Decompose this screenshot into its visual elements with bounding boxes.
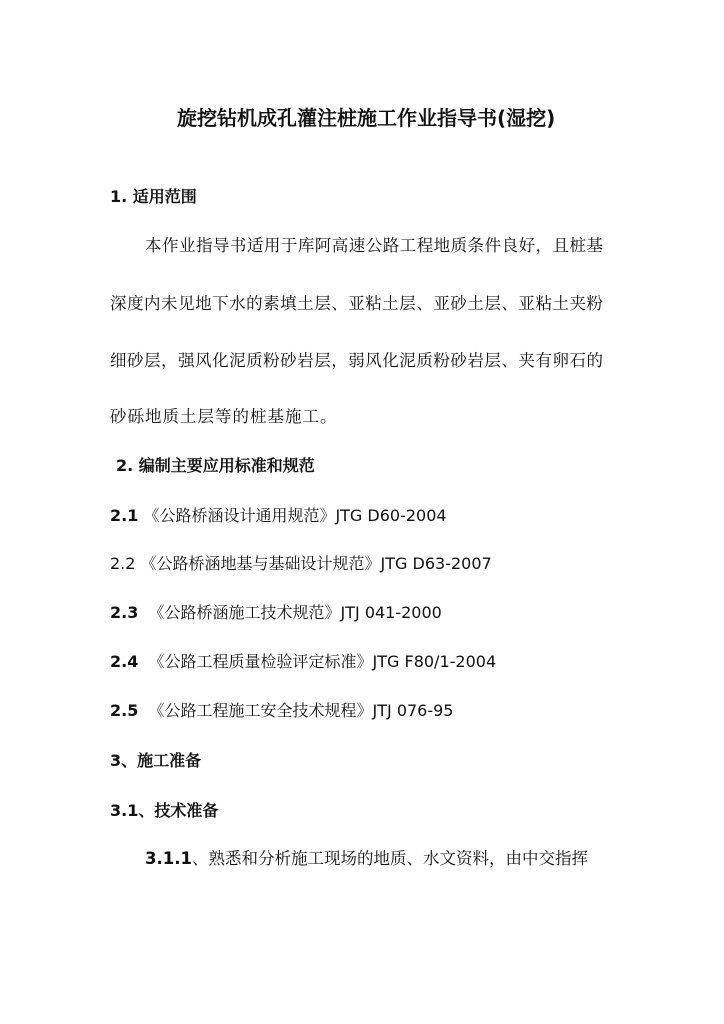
document-title: 旋挖钻机成孔灌注桩施工作业指导书(湿挖) xyxy=(177,106,556,130)
section-1-heading: 1. 适用范围 xyxy=(110,187,197,206)
item-number: 2.1 xyxy=(110,506,139,525)
section-3-heading: 3、施工准备 xyxy=(110,751,202,770)
item-text: 《公路桥涵施工技术规范》JTJ 041-2000 xyxy=(148,603,442,622)
item-text: 《公路工程质量检验评定标准》JTG F80/1-2004 xyxy=(148,652,497,671)
section-3-1-1-item xyxy=(145,849,588,869)
paragraph-line: 深度内未见地下水的素填土层、亚粘土层、亚砂土层、亚粘土夹粉 xyxy=(110,294,603,313)
item-number: 2.2 xyxy=(110,554,136,573)
item-text: 《公路工程施工安全技术规程》JTJ 076-95 xyxy=(148,701,454,720)
item-number: 2.3 xyxy=(110,603,139,622)
item-text: 《公路桥涵地基与基础设计规范》JTG D63-2007 xyxy=(140,554,492,573)
standard-item xyxy=(110,652,496,672)
standard-item xyxy=(110,603,442,623)
standard-item xyxy=(110,554,492,574)
paragraph-line: 本作业指导书适用于库阿高速公路工程地质条件良好，且桩基 xyxy=(145,236,603,255)
item-text: 、熟悉和分析施工现场的地质、水文资料，由中交指挥 xyxy=(191,849,588,868)
item-number: 2.5 xyxy=(110,701,139,720)
paragraph-line: 细砂层，强风化泥质粉砂岩层，弱风化泥质粉砂岩层、夹有卵石的 xyxy=(110,351,603,370)
item-number: 2.4 xyxy=(110,652,139,671)
item-number: 3.1.1 xyxy=(145,849,192,868)
paragraph-line: 砂砾地质土层等的桩基施工。 xyxy=(110,407,338,426)
section-2-heading: 2. 编制主要应用标准和规范 xyxy=(116,456,315,475)
standard-item xyxy=(110,506,447,526)
item-text: 《公路桥涵设计通用规范》JTG D60-2004 xyxy=(143,506,447,525)
standard-item xyxy=(110,701,454,721)
section-3-1-heading: 3.1、技术准备 xyxy=(110,801,219,820)
